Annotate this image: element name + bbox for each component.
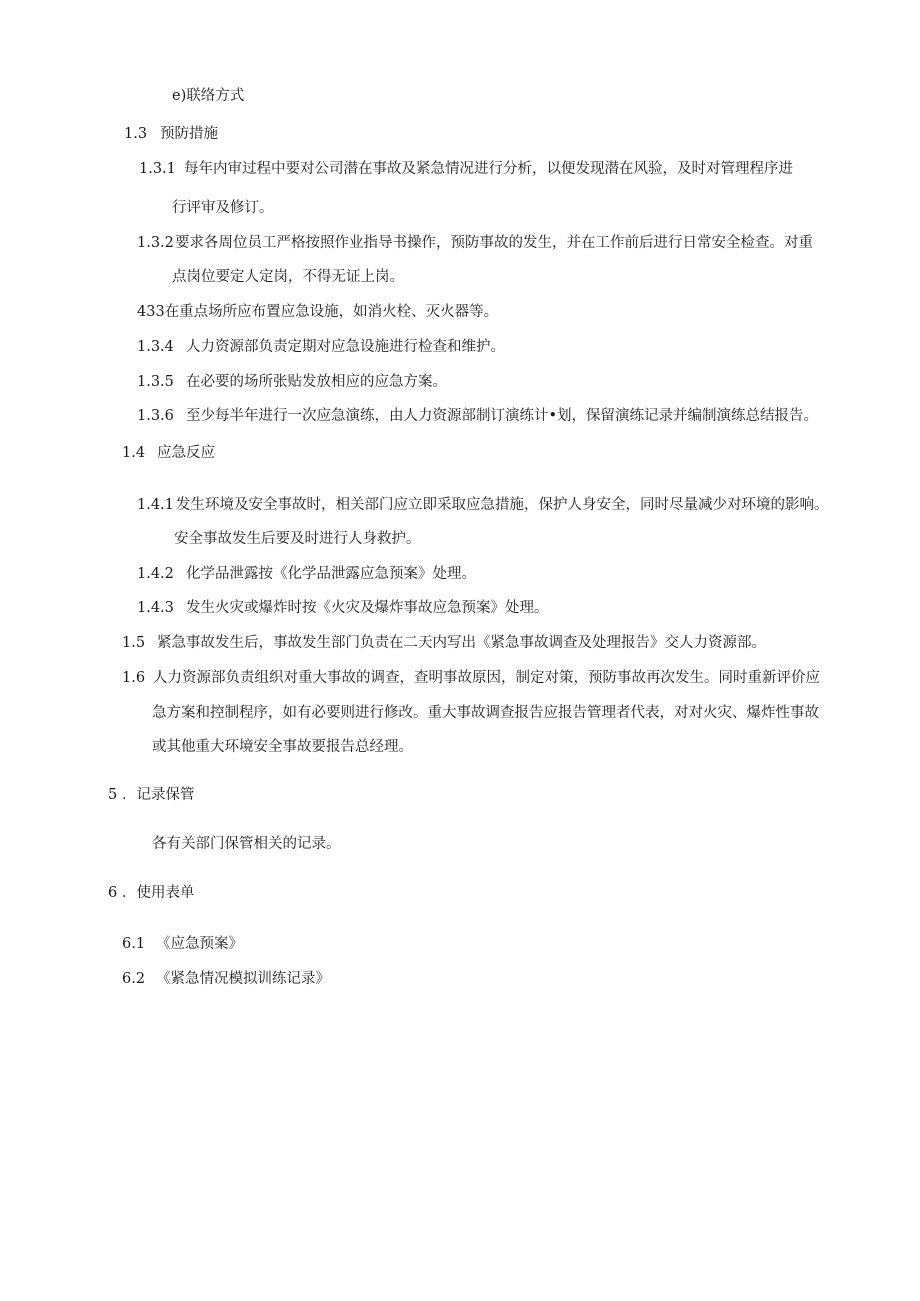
section-1-4-1-line-2: 安全事故发生后要及时进行人身救护。: [174, 531, 421, 547]
section-1-3-2-number: 1.3.2: [137, 235, 174, 251]
section-1-6-line-3: 或其他重大环境安全事故要报告总经理。: [152, 739, 413, 755]
section-1-3-5-text: 在必要的场所张贴发放相应的应急方案。: [186, 374, 447, 390]
section-1-3-number: 1.3: [124, 126, 148, 142]
section-1-4-3-number: 1.4.3: [137, 600, 174, 616]
section-5-number: 5: [108, 787, 118, 803]
section-1-3-title: 预防措施: [160, 126, 218, 142]
section-1-3-4-number: 1.3.4: [137, 339, 174, 355]
section-1-3-4-text: 人力资源部负责定期对应急设施进行检查和维护。: [186, 339, 505, 355]
section-1-3-5-number: 1.3.5: [137, 374, 174, 390]
section-1-3-6-text: 至少每半年进行一次应急演练，由人力资源部制订演练计•划，保留演练记录并编制演练总结报告。: [186, 408, 819, 424]
section-6-title: ．使用表单: [122, 885, 195, 901]
form-6-2-number: 6.2: [122, 971, 146, 987]
section-1-4-2-number: 1.4.2: [137, 566, 174, 582]
section-1-3-2-line-1: 要求各周位员工严格按照作业指导书操作，预防事故的发生，并在工作前后进行日常安全检查。对重: [175, 235, 813, 251]
section-6-number: 6: [108, 885, 118, 901]
section-5-title: ．记录保管: [122, 787, 195, 803]
section-1-3-3-text: 433在重点场所应布置应急设施，如消火栓、灭火器等。: [137, 304, 499, 320]
contact-method-item: e)联络方式: [172, 88, 245, 104]
section-5-body: 各有关部门保管相关的记录。: [152, 836, 341, 852]
section-1-4-number: 1.4: [122, 445, 146, 461]
section-1-4-3-text: 发生火灾或爆炸时按《火灾及爆炸事故应急预案》处理。: [186, 600, 549, 616]
section-1-3-1-line-1: 每年内审过程中要对公司潜在事故及紧急情况进行分析，以便发现潜在风验，及时对管理程序进: [184, 161, 793, 177]
section-1-4-title: 应急反应: [157, 445, 215, 461]
section-1-3-2-line-2: 点岗位要定人定岗，不得无证上岗。: [172, 269, 404, 285]
section-1-4-2-text: 化学品泄露按《化学品泄露应急预案》处理。: [186, 566, 476, 582]
section-1-6-number: 1.6: [122, 670, 146, 686]
section-1-6-line-2: 急方案和控制程序，如有必要则进行修改。重大事故调查报告应报告管理者代表，对对火灾、爆炸性事故: [152, 705, 819, 721]
section-1-3-1-line-2: 行评审及修订。: [172, 200, 274, 216]
section-1-5-text: 紧急事故发生后，事故发生部门负责在二天内写出《紧急事故调查及处理报告》交人力资源部。: [157, 635, 766, 651]
form-6-2-title: 《紧急情况模拟训练记录》: [156, 971, 330, 987]
section-1-5-number: 1.5: [122, 635, 146, 651]
section-1-3-6-number: 1.3.6: [137, 408, 174, 424]
form-6-1-title: 《应急预案》: [156, 936, 243, 952]
section-1-4-1-line-1: 发生环境及安全事故时，相关部门应立即采取应急措施，保护人身安全，同时尽量减少对环境的影响。: [176, 497, 829, 513]
form-6-1-number: 6.1: [122, 936, 146, 952]
section-1-4-1-number: 1.4.1: [137, 497, 174, 513]
section-1-3-1-number: 1.3.1: [139, 161, 176, 177]
section-1-6-line-1: 人力资源部负责组织对重大事故的调查，查明事故原因，制定对策，预防事故再次发生。同时重新评价应: [153, 670, 820, 686]
